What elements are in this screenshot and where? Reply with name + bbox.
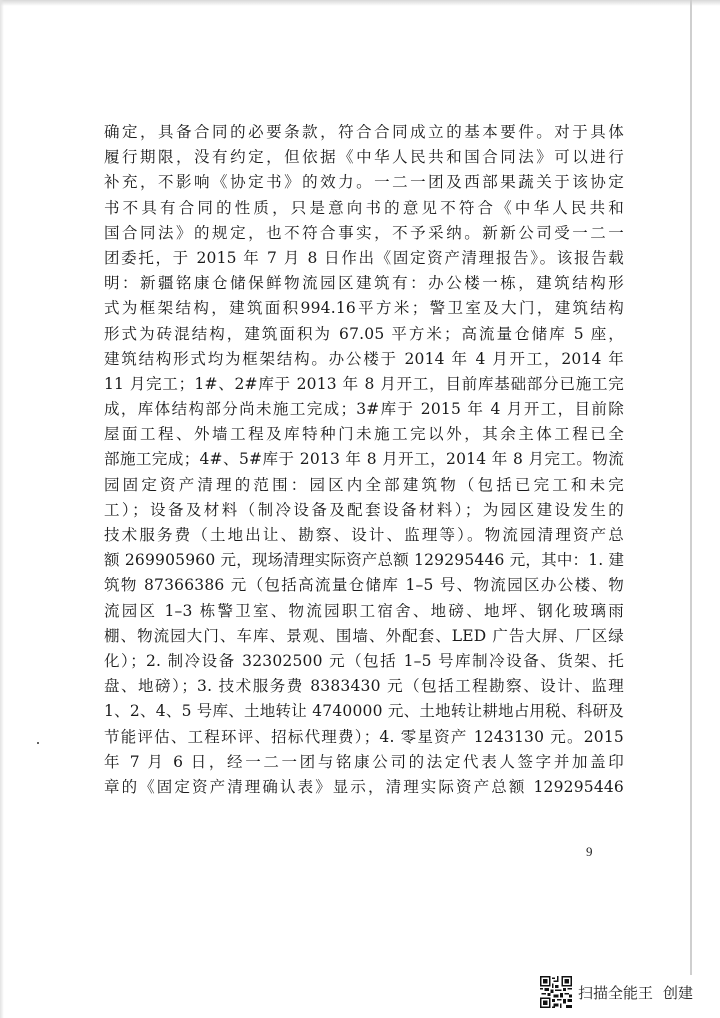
scan-edge-right — [690, 0, 692, 975]
scan-edge-top — [0, 0, 720, 6]
watermark-action: 创建 — [663, 983, 694, 1002]
scan-edge-left — [0, 0, 4, 1018]
scanner-watermark — [540, 972, 693, 1012]
text-line: 1、2、4、5 号库、土地转让 4740000 元、土地转让耕地占用税、科研及 — [104, 702, 624, 721]
text-line: 额 269905960 元，现场清理实际资产总额 129295446 元，其中：1. 建 — [104, 551, 625, 570]
text-line: 形式为砖混结构，建筑面积为 67.05 平方米；高流量仓储库 5 座， — [104, 324, 624, 343]
text-line: 国合同法》的规定，也不符合事实，不予采纳。新新公司受一二一 — [104, 223, 624, 242]
text-line: 式为框架结构，建筑面积994.16平方米；警卫室及大门，建筑结构 — [104, 299, 624, 318]
document-body — [104, 120, 624, 800]
text-line: 节能评估、工程环评、招标代理费）；4. 零星资产 1243130 元。2015 — [104, 727, 624, 746]
text-line: 工）；设备及材料（制冷设备及配套设备材料）；为园区建设发生的 — [104, 500, 624, 519]
qr-code-icon — [540, 976, 572, 1008]
text-line: 11 月完工；1#、2#库于 2013 年 8 月开工，目前库基础部分已施工完 — [104, 374, 624, 393]
text-line: 书不具有合同的性质，只是意向书的意见不符合《中华人民共和 — [104, 198, 624, 217]
text-line: 技术服务费（土地出让、勘察、设计、监理等）。物流园清理资产总 — [104, 526, 624, 544]
text-line: 补充，不影响《协定书》的效力。一二一团及西部果蔬关于该协定 — [104, 173, 624, 192]
page-number: 9 — [586, 844, 593, 859]
text-line: 成，库体结构部分尚未施工完成；3#库于 2015 年 4 月开工，目前除 — [104, 400, 624, 419]
text-line: 筑物 87366386 元（包括高流量仓储库 1–5 号、物流园区办公楼、物 — [104, 576, 624, 595]
text-line: 履行期限，没有约定，但依据《中华人民共和国合同法》可以进行 — [104, 148, 624, 167]
text-line: 建筑结构形式均为框架结构。办公楼于 2014 年 4 月开工，2014 年 — [104, 349, 624, 368]
text-line: 明：新疆铭康仓储保鲜物流园区建筑有：办公楼一栋，建筑结构形 — [104, 274, 624, 293]
text-line: 园固定资产清理的范围：园区内全部建筑物（包括已完工和未完 — [104, 475, 624, 494]
text-line: 章的《固定资产清理确认表》显示，清理实际资产总额 129295446 — [104, 777, 624, 796]
watermark-app-name: 扫描全能王 — [578, 983, 654, 1002]
text-line: 确定，具备合同的必要条款，符合合同成立的基本要件。对于具体 — [104, 123, 624, 141]
text-line: 棚、物流园大门、车库、景观、围墙、外配套、LED 广告大屏、厂区绿 — [104, 626, 624, 645]
text-line: 化）；2. 制冷设备 32302500 元（包括 1–5 号库制冷设备、货架、托 — [104, 651, 624, 670]
text-line: 年 7 月 6 日，经一二一团与铭康公司的法定代表人签字并加盖印 — [104, 752, 624, 771]
text-line: 盘、地磅）；3. 技术服务费 8383430 元（包括工程勘察、设计、监理 — [104, 677, 624, 696]
text-line: 屋面工程、外墙工程及库特种门未施工完以外，其余主体工程已全 — [104, 425, 624, 444]
text-line: 部施工完成；4#、5#库于 2013 年 8 月开工，2014 年 8 月完工。物流 — [104, 450, 624, 469]
text-line: 流园区 1–3 栋警卫室、物流园职工宿舍、地磅、地坪、钢化玻璃雨 — [104, 601, 624, 620]
scan-speck — [37, 742, 39, 744]
text-line: 团委托，于 2015 年 7 月 8 日作出《固定资产清理报告》。该报告载 — [104, 248, 624, 267]
